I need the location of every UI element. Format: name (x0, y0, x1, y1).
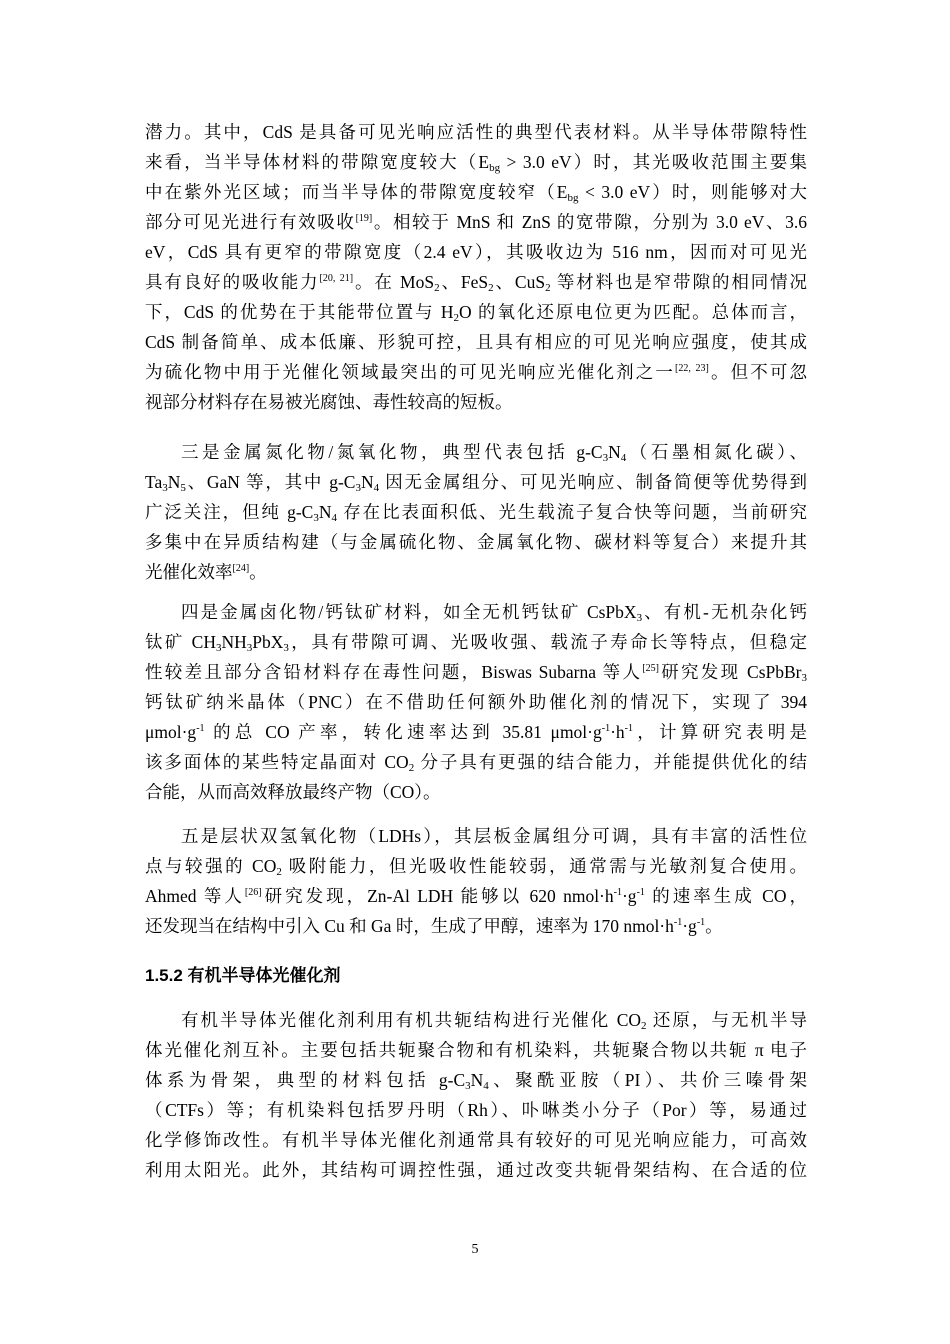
page-number: 5 (471, 1242, 479, 1257)
text-line: $\mu mol\cdot g^{-1}$ 的总 CO 产率，转化速率达到 35.81 $\mu mol\cdot g^{-1}\cdot h^{-1}$，计算研究表明是 (145, 722, 807, 742)
text-line: 具有良好的吸收能力[20, 21]。在 MoS$_2$、FeS$_2$、CuS$_2$ 等材料也是窄带隙的相同情况 (145, 272, 808, 294)
text-line: 下，CdS 的优势在于其能带位置与 $H_2O$ 的氧化还原电位更为匹配。总体而言， (145, 302, 807, 324)
paragraph-organic (145, 1005, 807, 1185)
text-line: 广泛关注，但纯 $g-C_3N_4$ 存在比表面积低、光生载流子复合快等问题，当前研究 (145, 502, 808, 524)
text-line: 还发现当在结构中引入 Cu 和 Ga 时，生成了甲醇，速率为 170 $nmol\cdot h^{-1}\cdot g^{-1}$。 (145, 916, 723, 936)
text-line: 钙钛矿纳米晶体（PNC）在不借助任何额外助催化剂的情况下，实现了 394 (145, 692, 807, 712)
paragraph-nitrides (145, 437, 807, 587)
text-line: 多集中在异质结构建（与金属硫化物、金属氧化物、碳材料等复合）来提升其 (145, 532, 807, 552)
paragraph-ldhs (145, 821, 807, 941)
text-line: 合能，从而高效释放最终产物（CO）。 (145, 782, 441, 802)
text-line: 点与较强的 $CO_2$ 吸附能力，但光吸收性能较弱，通常需与光敏剂复合使用。 (145, 856, 808, 878)
text-line: 体系为骨架，典型的材料包括 $g-C_3N_4$、聚酰亚胺（PI）、共价三嗪骨架 (145, 1070, 808, 1092)
text-line: 光催化效率[24]。 (145, 562, 267, 582)
citation: [20, 21] (319, 273, 354, 284)
citation: [19] (355, 213, 373, 224)
text-line: 潜力。其中，CdS 是具备可见光响应活性的典型代表材料。从半导体带隙特性 (145, 122, 807, 142)
citation: [22, 23] (675, 363, 709, 374)
text-line: $Ta_3N_5$、GaN 等，其中 $g-C_3N_4$ 因无金属组分、可见光响应、制备简便等优势得到 (145, 472, 808, 494)
text-line: CdS 制备简单、成本低廉、形貌可控，且具有相应的可见光响应强度，使其成 (145, 332, 807, 352)
text-line: 五是层状双氢氧化物（LDHs），其层板金属组分可调，具有丰富的活性位 (181, 826, 807, 846)
paragraph-perovskites (145, 597, 807, 807)
text-line: eV，CdS 具有更窄的带隙宽度（2.4 eV），其吸收边为 516 nm，因而对可见光 (145, 242, 807, 262)
citation: [24] (232, 563, 250, 574)
text-line: 性较差且部分含铅材料存在毒性问题，Biswas Subarna 等人[25]研究发现 CsPbBr$_3$ (145, 662, 808, 684)
text-line: 该多面体的某些特定晶面对 $CO_2$ 分子具有更强的结合能力，并能提供优化的结 (145, 752, 808, 774)
text-line: 来看，当半导体材料的带隙宽度较大（$E_{bg} > 3.0$ eV）时，其光吸收范围主要集 (145, 152, 807, 174)
text-line: 钛矿 $CH_3NH_3PbX_3$，具有带隙可调、光吸收强、载流子寿命长等特点，但稳定 (145, 632, 807, 654)
text-line: 中在紫外光区域；而当半导体的带隙宽度较窄（$E_{bg} < 3.0$ eV）时，则能够对大 (145, 182, 807, 204)
text-line: 部分可见光进行有效吸收[19]。相较于 MnS 和 ZnS 的宽带隙，分别为 3.0 eV、3.6 (145, 212, 808, 232)
text-line: （CTFs）等；有机染料包括罗丹明（Rh）、卟啉类小分子（Por）等，易通过 (145, 1100, 807, 1120)
text-line: 利用太阳光。此外，其结构可调控性强，通过改变共轭骨架结构、在合适的位 (145, 1160, 807, 1180)
text-line: 为硫化物中用于光催化领域最突出的可见光响应光催化剂之一[22, 23]。但不可忽 (145, 362, 807, 382)
paragraph-cds (145, 117, 807, 417)
section-heading: 1.5.2 有机半导体光催化剂 (145, 966, 341, 985)
text-line: 三是金属氮化物/氮氧化物，典型代表包括 $g-C_3N_4$（石墨相氮化碳）、 (181, 442, 807, 464)
citation: [26] (244, 887, 262, 898)
text-line: 有机半导体光催化剂利用有机共轭结构进行光催化 $CO_2$ 还原，与无机半导 (181, 1010, 808, 1032)
citation: [25] (642, 663, 659, 674)
text-line: 体光催化剂互补。主要包括共轭聚合物和有机染料，共轭聚合物以共轭 π 电子 (145, 1040, 807, 1060)
text-line: 四是金属卤化物/钙钛矿材料，如全无机钙钛矿 CsPbX$_3$、有机-无机杂化钙 (181, 602, 808, 624)
text-line: Ahmed 等人[26]研究发现，Zn-Al LDH 能够以 620 $nmol\cdot h^{-1}\cdot g^{-1}$ 的速率生成 CO， (145, 886, 807, 906)
text-line: 视部分材料存在易被光腐蚀、毒性较高的短板。 (145, 392, 513, 412)
text-line: 化学修饰改性。有机半导体光催化剂通常具有较好的可见光响应能力，可高效 (145, 1130, 807, 1150)
